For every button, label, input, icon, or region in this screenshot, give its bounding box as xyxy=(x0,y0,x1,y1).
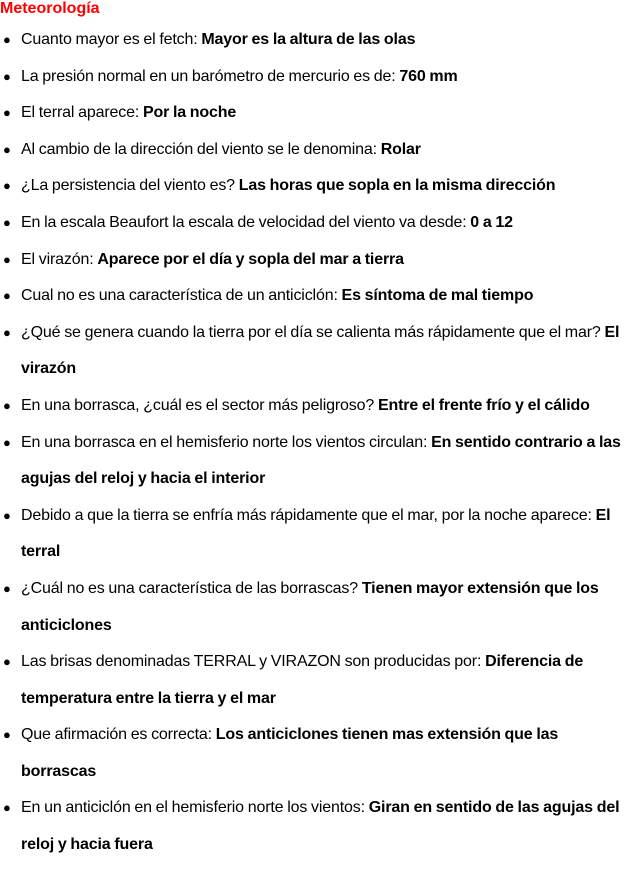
list-item xyxy=(0,242,635,279)
answer-text: Aparece por el día y sopla del mar a tierra xyxy=(97,250,404,268)
list-item xyxy=(0,59,635,96)
list-item xyxy=(0,571,635,644)
question-text: Debido a que la tierra se enfría más rápidamente que el mar, por la noche aparece: xyxy=(21,506,592,524)
answer-text: Por la noche xyxy=(142,104,237,122)
answer-text: El virazón xyxy=(21,323,620,378)
list-item xyxy=(0,790,635,863)
answer-text: Los anticiclones tienen mas extensión que las borrascas xyxy=(21,726,559,780)
bullet-icon: ● xyxy=(3,397,11,413)
question-text: En un anticiclón en el hemisferio norte los vientos: xyxy=(21,799,365,817)
answer-text: 760 mm xyxy=(399,67,458,85)
answer-text: Giran en sentido de las agujas del reloj y hacia fuera xyxy=(21,799,620,854)
bullet-icon: ● xyxy=(3,68,11,84)
question-text: Cuanto mayor es el fetch: xyxy=(21,31,198,48)
bullet-icon: ● xyxy=(3,727,11,743)
list-item xyxy=(0,425,635,498)
list-item xyxy=(0,717,635,790)
list-item xyxy=(0,168,635,205)
bullet-icon: ● xyxy=(3,214,11,230)
question-text: Cual no es una característica de un anticiclón: xyxy=(21,287,338,305)
answer-text: Rolar xyxy=(380,140,421,158)
bullet-icon: ● xyxy=(3,178,11,194)
qa-list xyxy=(0,22,635,864)
list-item xyxy=(0,498,635,571)
answer-text: 0 a 12 xyxy=(470,213,513,231)
bullet-icon: ● xyxy=(3,105,11,121)
question-text: En una borrasca en el hemisferio norte los vientos circulan: xyxy=(21,433,428,451)
question-text: En la escala Beaufort la escala de velocidad del viento va desde: xyxy=(21,213,467,231)
answer-text: En sentido contrario a las agujas del reloj y hacia el interior xyxy=(21,433,621,488)
bullet-icon: ● xyxy=(3,434,11,450)
question-text: ¿Qué se genera cuando la tierra por el día se calienta más rápidamente que el mar? xyxy=(21,323,601,341)
list-item xyxy=(0,132,635,169)
question-text: La presión normal en un barómetro de mercurio es de: xyxy=(21,67,396,85)
bullet-icon: ● xyxy=(3,324,11,340)
answer-text: Tienen mayor extensión que los anticiclones xyxy=(21,579,599,634)
question-text: Que afirmación es correcta: xyxy=(21,726,212,744)
question-text: Las brisas denominadas TERRAL y VIRAZON son producidas por: xyxy=(21,653,482,671)
bullet-icon: ● xyxy=(3,507,11,523)
list-item xyxy=(0,95,635,132)
question-text: ¿La persistencia del viento es? xyxy=(21,177,235,195)
page-title: Meteorología xyxy=(0,0,100,17)
question-text: ¿Cuál no es una característica de las borrascas? xyxy=(21,579,359,597)
question-text: El terral aparece: xyxy=(21,104,140,122)
question-text: El virazón: xyxy=(21,250,94,268)
bullet-icon: ● xyxy=(3,800,11,816)
list-item xyxy=(0,22,635,59)
answer-text: Mayor es la altura de las olas xyxy=(201,31,416,48)
bullet-icon: ● xyxy=(3,141,11,157)
question-text: Al cambio de la dirección del viento se le denomina: xyxy=(21,140,377,158)
bullet-icon: ● xyxy=(3,251,11,267)
bullet-icon: ● xyxy=(3,32,11,47)
answer-text: Es síntoma de mal tiempo xyxy=(341,287,534,305)
answer-text: El terral xyxy=(21,506,611,561)
answer-text: Las horas que sopla en la misma dirección xyxy=(238,177,556,195)
answer-text: Entre el frente frío y el cálido xyxy=(377,396,590,414)
list-item xyxy=(0,388,635,425)
list-item xyxy=(0,315,635,388)
bullet-icon: ● xyxy=(3,580,11,596)
bullet-icon: ● xyxy=(3,654,11,670)
answer-text: Diferencia de temperatura entre la tierra y el mar xyxy=(21,653,584,707)
list-item xyxy=(0,278,635,315)
list-item xyxy=(0,644,635,717)
list-item xyxy=(0,205,635,242)
bullet-icon: ● xyxy=(3,288,11,304)
question-text: En una borrasca, ¿cuál es el sector más peligroso? xyxy=(21,396,375,414)
